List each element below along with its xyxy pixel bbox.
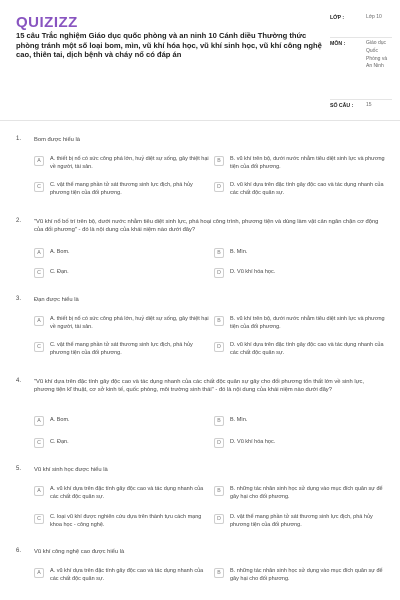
header-divider [0,120,400,121]
option-text: D. Vũ khí hóa học. [230,269,276,275]
option-text: A. vũ khí dựa trên đặc tính gây độc cao và tác dụng nhanh của các chất độc quân sự. [50,486,204,500]
meta-row-mon [330,38,392,100]
question-number: 3. [16,296,22,302]
option-text: B. Mìn. [230,417,248,423]
question-text: "Vũ khí nổ bố trí trên bộ, dưới nước nhằm tiêu diệt sinh lực, phá hoại công trình, phương tiện và dùng làm vật cản ngăn chặn cơ động của đối phương" - đó là nội dung của khái niệm nào dưới đây? [34,219,379,234]
socau-label: SỐ CÂU : [330,103,354,109]
option-letter-box[interactable]: D [214,514,224,524]
question-text: "Vũ khí dựa trên đặc tính gây độc cao và tác dụng nhanh của các chất độc quân sự gây cho đối phương tổn thất lớn về sinh lực, phương tiện kĩ thuật, cơ sở kinh tế, quốc phòng, môi trường sinh thái" - đó là nội dung của khái niệm nào dưới đây? [34,379,365,394]
option-letter-box[interactable]: B [214,248,224,258]
option-text: C. loại vũ khí được nghiên cứu dựa trên thành tựu cách mạng khoa học - công nghệ. [50,514,202,528]
question-number: 2. [16,218,22,224]
option-letter-box[interactable]: A [34,248,44,258]
meta-row-lop [330,12,392,38]
question-text: Đạn được hiểu là [34,297,79,303]
option-letter-box[interactable]: D [214,182,224,192]
option-letter-box[interactable]: C [34,438,44,448]
option-letter-box[interactable]: C [34,514,44,524]
option-text: C. vật thể mang phần tử sát thương sinh lực địch, phá hủy phương tiện của đối phương. [50,182,193,196]
option-letter-box[interactable]: D [214,438,224,448]
question-number: 6. [16,548,22,554]
option-letter-box[interactable]: B [214,416,224,426]
logo-text: QUIZIZZ [16,14,78,31]
question-number: 1. [16,136,22,142]
option-text: B. vũ khí trên bộ, dưới nước nhằm tiêu diệt sinh lực và phương tiện của đối phương. [230,316,385,330]
quizizz-logo [16,14,78,31]
option-text: C. Đạn. [50,269,69,275]
option-text: A. Bom. [50,417,70,423]
socau-value: 15 [366,102,372,108]
mon-value: Giáo dục Quốc Phòng và An Ninh [366,40,388,70]
lop-label: LỚP : [330,15,345,21]
meta-row-socau [330,100,392,114]
question-number: 4. [16,378,22,384]
option-letter-box[interactable]: B [214,486,224,496]
option-letter-box[interactable]: B [214,316,224,326]
document-title: 15 câu Trắc nghiệm Giáo dục quốc phòng và an ninh 10 Cánh diều Thường thức phòng tránh một số loại bom, mìn, vũ khí hóa học, vũ khí sinh học, vũ khí công nghệ cao, thiên tai, dịch bệnh và cháy nổ có đáp án [16,31,322,60]
question-text: Bom được hiểu là [34,137,81,143]
document-header [0,0,400,118]
option-text: D. vũ khí dựa trên đặc tính gây độc cao và tác dụng nhanh của các chất độc quân sự. [230,342,384,356]
option-text: A. vũ khí dựa trên đặc tính gây độc cao và tác dụng nhanh của các chất độc quân sự. [50,568,204,582]
question-text: Vũ khí sinh học được hiểu là [34,467,108,473]
option-text: A. Bom. [50,249,70,255]
option-text: D. Vũ khí hóa học. [230,439,276,445]
meta-panel [330,12,392,114]
option-text: A. thiết bị nổ có sức công phá lớn, huỷ diệt sự sống, gây thiệt hại về người, tài sản. [50,316,209,330]
option-letter-box[interactable]: A [34,568,44,578]
question-number: 5. [16,466,22,472]
option-letter-box[interactable]: D [214,342,224,352]
option-text: C. Đạn. [50,439,69,445]
option-letter-box[interactable]: A [34,416,44,426]
option-letter-box[interactable]: D [214,268,224,278]
option-letter-box[interactable]: A [34,316,44,326]
question-text: Vũ khí công nghệ cao được hiểu là [34,549,125,555]
option-letter-box[interactable]: C [34,342,44,352]
lop-value: Lớp 10 [366,14,382,20]
option-letter-box[interactable]: B [214,568,224,578]
option-letter-box[interactable]: A [34,156,44,166]
option-text: B. vũ khí trên bộ, dưới nước nhằm tiêu diệt sinh lực và phương tiện của đối phương. [230,156,385,170]
option-letter-box[interactable]: C [34,268,44,278]
option-letter-box[interactable]: B [214,156,224,166]
option-text: B. Mìn. [230,249,248,255]
option-text: D. vật thể mang phần tử sát thương sinh lực địch, phá hủy phương tiện của đối phương. [230,514,373,528]
option-text: D. vũ khí dựa trên đặc tính gây độc cao và tác dụng nhanh của các chất độc quân sự. [230,182,384,196]
mon-label: MÔN : [330,41,346,47]
option-letter-box[interactable]: C [34,182,44,192]
option-text: A. thiết bị nổ có sức công phá lớn, huỷ diệt sự sống, gây thiệt hại về người, tài sản. [50,156,209,170]
option-letter-box[interactable]: A [34,486,44,496]
option-text: B. những tác nhân sinh học sử dụng vào mục đích quân sự để gây hại cho đối phương. [230,568,383,582]
option-text: C. vật thể mang phần tử sát thương sinh lực địch, phá hủy phương tiện của đối phương. [50,342,193,356]
option-text: B. những tác nhân sinh học sử dụng vào mục đích quân sự để gây hại cho đối phương. [230,486,383,500]
